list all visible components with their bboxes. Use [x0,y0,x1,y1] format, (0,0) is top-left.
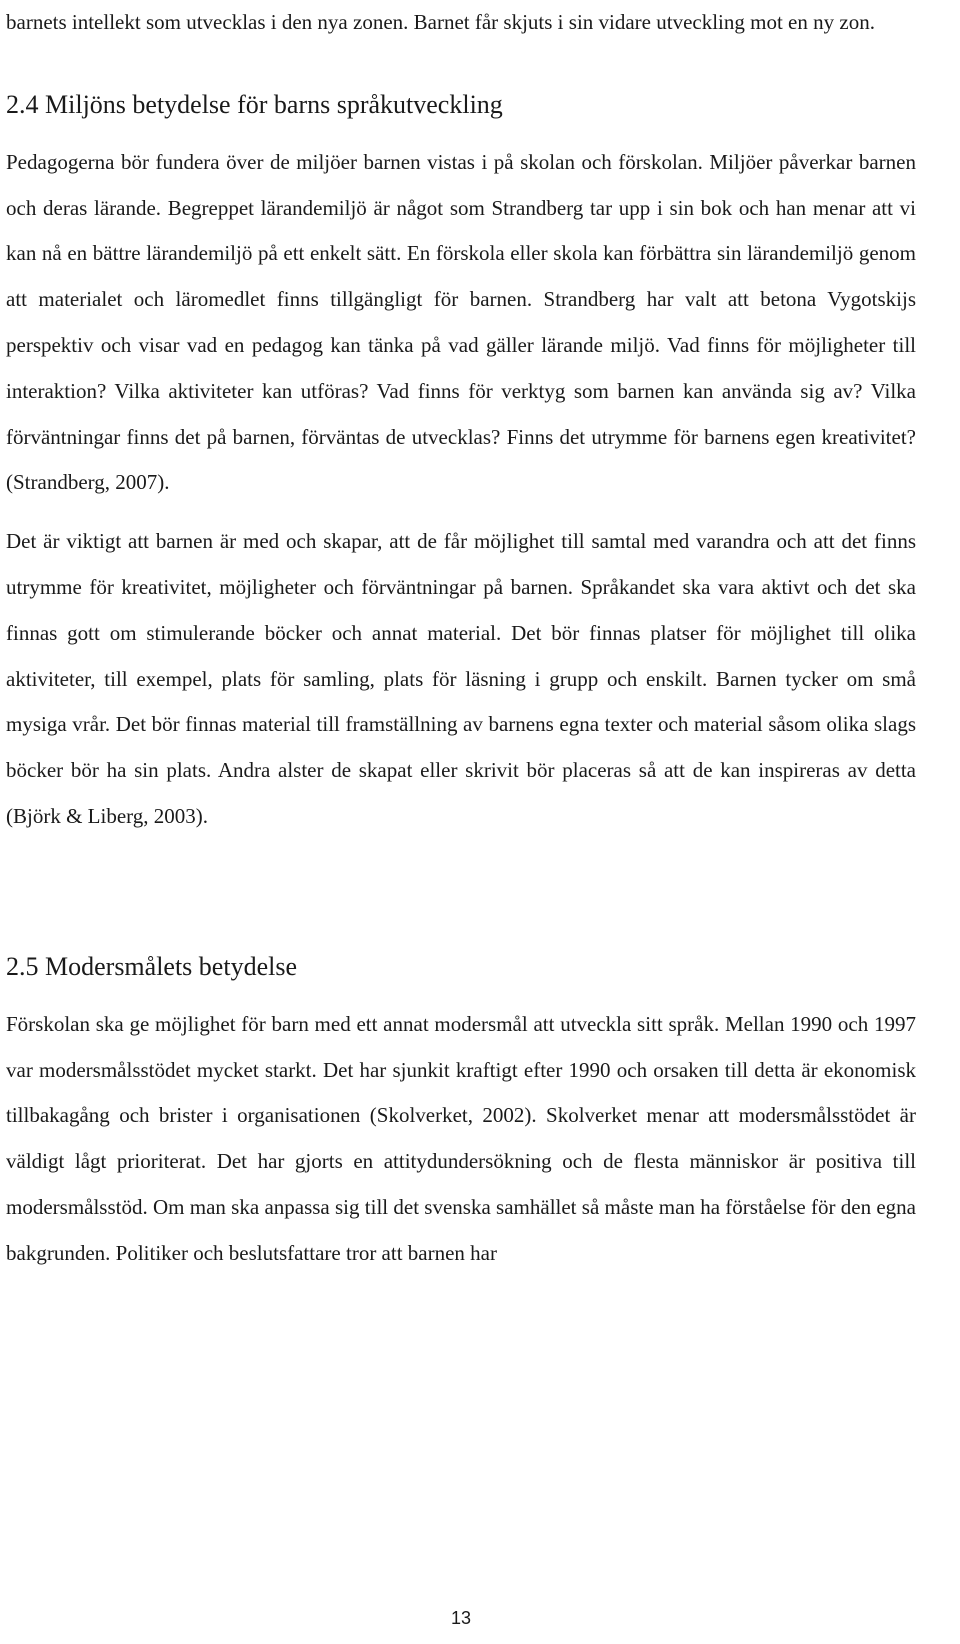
document-page [6,0,916,1277]
section-heading-2-5: 2.5 Modersmålets betydelse [6,951,297,981]
section-heading-2-4: 2.4 Miljöns betydelse för barns språkutveckling [6,89,503,119]
paragraph-mother-tongue: Förskolan ska ge möjlighet för barn med ett annat modersmål att utveckla sitt språk. Mellan 1990 och 1997 var modersmålsstödet mycket starkt. Det har sjunkit kraftigt efter 1990 och orsaken till detta är ekonomisk tillbakagång och brister i organisationen (Skolverket, 2002). Skolverket menar att modersmålsstödet är väldigt lågt prioriterat. Det har gjorts en attitydundersökning och de flesta människor är positiva till modersmålsstöd. Om man ska anpassa sig till det svenska samhället så måste man ha förståelse för den egna bakgrunden. Politiker och beslutsfattare tror att barnen har [6,1011,916,1265]
page-number: 13 [450,1608,472,1628]
paragraph-creativity: Det är viktigt att barnen är med och skapar, att de får möjlighet till samtal med varandra och att det finns utrymme för kreativitet, möjligheter och förväntningar på barnen. Språkandet ska vara aktivt och det ska finnas gott om stimulerande böcker och annat material. Det bör finnas platser för möjlighet till olika aktiviteter, till exempel, plats för samling, plats för läsning i grupp och enskilt. Barnen tycker om små mysiga vrår. Det bör finnas material till framställning av barnens egna texter och material såsom olika slags böcker bör ha sin plats. Andra alster de skapat eller skrivit bör placeras så att de kan inspireras av detta (Björk & Liberg, 2003). [6,529,916,828]
paragraph-intro: barnets intellekt som utvecklas i den nya zonen. Barnet får skjuts i sin vidare utveckling mot en ny zon. [6,10,875,34]
paragraph-environment: Pedagogerna bör fundera över de miljöer barnen vistas i på skolan och förskolan. Miljöer påverkar barnen och deras lärande. Begreppet lärandemiljö är något som Strandberg tar upp i sin bok och han menar att vi kan nå en bättre lärandemiljö på ett enkelt sätt. En förskola eller skola kan förbättra sin lärandemiljö genom att materialet och läromedlet finns tillgängligt för barnen. Strandberg har valt att betona Vygotskijs perspektiv och visar vad en pedagog kan tänka på vad gäller lärande miljö. Vad finns för möjligheter till interaktion? Vilka aktiviteter kan utföras? Vad finns för verktyg som barnen kan använda sig av? Vilka förväntningar finns det på barnen, förväntas de utvecklas? Finns det utrymme för barnens egen kreativitet? (Strandberg, 2007). [6,149,916,495]
